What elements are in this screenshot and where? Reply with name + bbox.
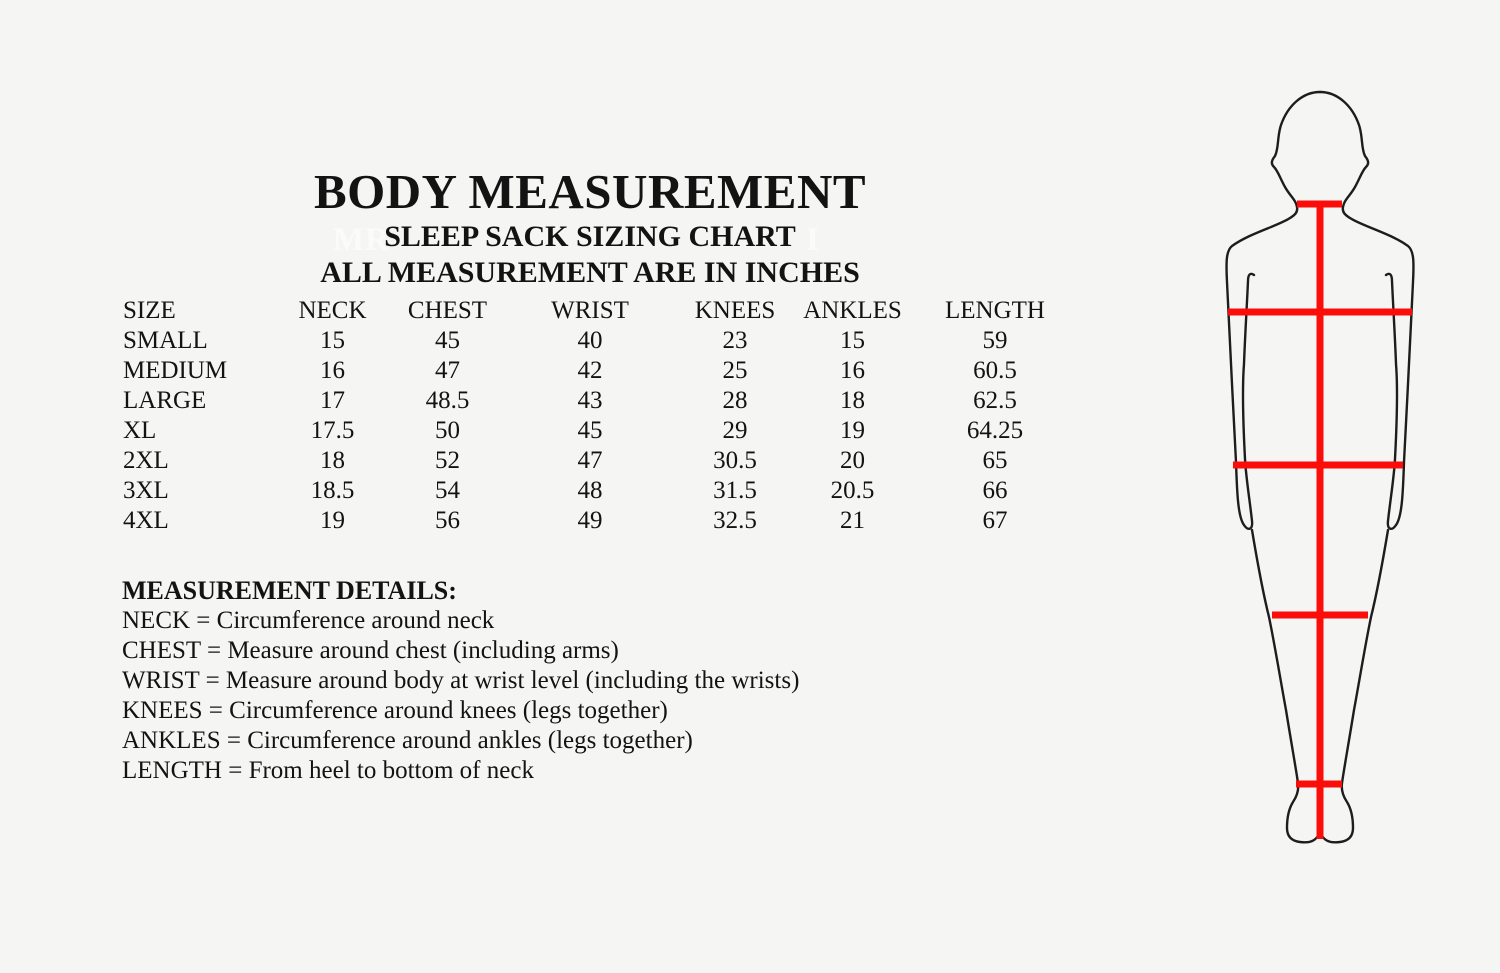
row-3xl-knees: 31.5 [713, 477, 757, 504]
size-table [115, 296, 1080, 536]
row-small-wrist: 40 [577, 327, 603, 354]
body-figure [1200, 80, 1440, 860]
row-3xl-wrist: 48 [577, 477, 603, 504]
row-3xl-length: 66 [982, 477, 1008, 504]
row-4xl-knees: 32.5 [713, 507, 757, 534]
row-small-ankles: 15 [840, 327, 865, 354]
col-header-size: SIZE [123, 297, 176, 324]
row-3xl-ankles: 20.5 [830, 477, 875, 504]
row-4xl-ankles: 21 [840, 507, 865, 534]
row-4xl-wrist: 49 [577, 507, 603, 534]
details-length: LENGTH = From heel to bottom of neck [122, 757, 534, 784]
row-3xl-chest: 54 [435, 477, 460, 504]
row-medium-knees: 25 [722, 357, 748, 384]
row-4xl-size: 4XL [123, 507, 169, 534]
row-xl-chest: 50 [435, 417, 460, 444]
col-header-chest: CHEST [407, 297, 488, 324]
details-chest: CHEST = Measure around chest (including arms) [122, 637, 619, 664]
row-xl-ankles: 19 [840, 417, 865, 444]
row-2xl-size: 2XL [123, 447, 169, 474]
row-large-size: LARGE [123, 387, 207, 414]
row-large-neck: 17 [320, 387, 345, 414]
measurement-details [122, 576, 799, 786]
col-header-length: LENGTH [945, 297, 1045, 324]
row-small-length: 59 [982, 327, 1008, 354]
row-large-wrist: 43 [577, 387, 603, 414]
watermark-left: MR [333, 222, 390, 258]
row-xl-wrist: 45 [577, 417, 603, 444]
col-header-ankles: ANKLES [803, 297, 902, 324]
page-subtitle: SLEEP SACK SIZING CHART [384, 220, 796, 253]
row-2xl-knees: 30.5 [713, 447, 757, 474]
watermark-right: I [806, 222, 820, 258]
details-ankles: ANKLES = Circumference around ankles (legs together) [122, 727, 693, 754]
row-3xl-neck: 18.5 [310, 477, 355, 504]
col-header-wrist: WRIST [551, 297, 629, 324]
row-3xl-size: 3XL [123, 477, 169, 504]
details-heading: MEASUREMENT DETAILS: [122, 576, 457, 605]
row-2xl-neck: 18 [320, 447, 345, 474]
row-medium-size: MEDIUM [123, 357, 228, 384]
row-small-size: SMALL [123, 327, 208, 354]
row-xl-length: 64.25 [966, 417, 1024, 444]
row-xl-neck: 17.5 [310, 417, 355, 444]
row-xl-size: XL [123, 417, 157, 444]
row-medium-ankles: 16 [840, 357, 865, 384]
row-small-chest: 45 [435, 327, 460, 354]
row-medium-wrist: 42 [577, 357, 603, 384]
row-medium-neck: 16 [320, 357, 345, 384]
col-header-neck: NECK [298, 297, 367, 324]
details-knees: KNEES = Circumference around knees (legs together) [122, 697, 668, 724]
row-medium-chest: 47 [435, 357, 460, 384]
row-2xl-ankles: 20 [840, 447, 865, 474]
row-large-ankles: 18 [840, 387, 865, 414]
details-neck: NECK = Circumference around neck [122, 607, 495, 634]
row-4xl-length: 67 [982, 507, 1008, 534]
row-small-neck: 15 [320, 327, 345, 354]
row-large-knees: 28 [722, 387, 748, 414]
row-large-length: 62.5 [973, 387, 1017, 414]
row-2xl-chest: 52 [435, 447, 460, 474]
row-4xl-neck: 19 [320, 507, 345, 534]
row-medium-length: 60.5 [973, 357, 1017, 384]
details-wrist: WRIST = Measure around body at wrist level (including the wrists) [122, 667, 800, 694]
row-4xl-chest: 56 [435, 507, 460, 534]
col-header-knees: KNEES [694, 297, 776, 324]
row-xl-knees: 29 [722, 417, 748, 444]
units-note: ALL MEASUREMENT ARE IN INCHES [320, 256, 860, 289]
page-title: BODY MEASUREMENT [313, 164, 867, 219]
row-2xl-wrist: 47 [577, 447, 603, 474]
header [110, 165, 1070, 291]
row-small-knees: 23 [722, 327, 748, 354]
row-large-chest: 48.5 [425, 387, 470, 414]
row-2xl-length: 65 [982, 447, 1008, 474]
